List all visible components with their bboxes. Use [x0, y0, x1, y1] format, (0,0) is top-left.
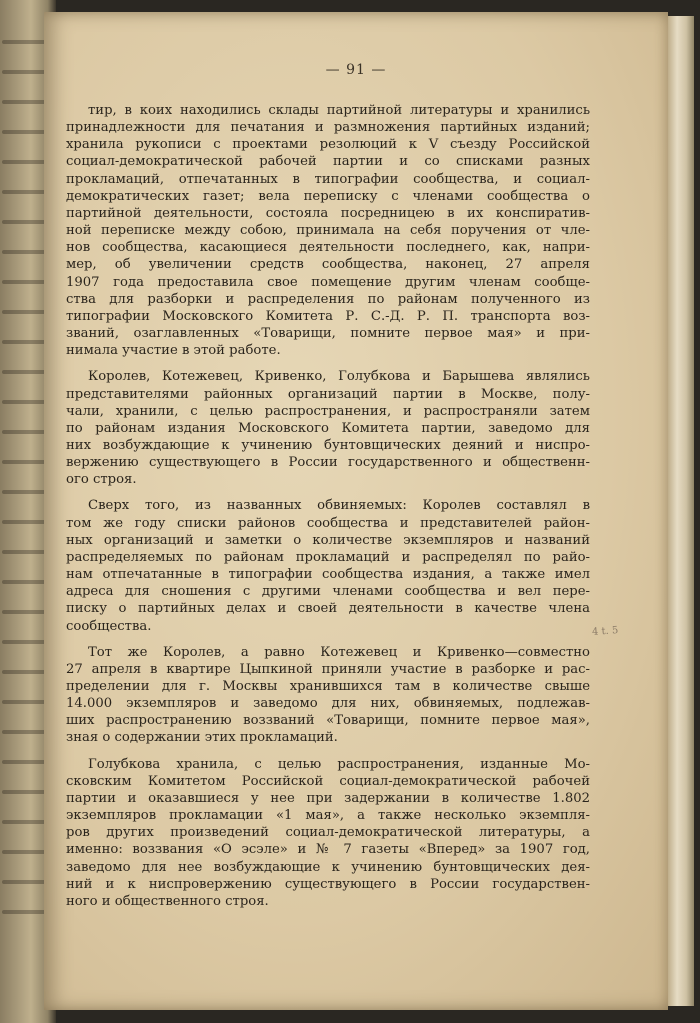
text-line: 1907 года предоставила свое помещение другим членам сообще- — [66, 274, 590, 290]
left-page-text-fragment — [2, 220, 46, 224]
page-stack-edge — [668, 16, 694, 1006]
left-page-text-fragment — [2, 700, 46, 704]
left-page-text-fragment — [2, 820, 46, 824]
left-page-text-fragment — [2, 340, 46, 344]
left-page-text-fragment — [2, 130, 46, 134]
left-page-text-fragment — [2, 460, 46, 464]
right-page — [44, 12, 668, 1010]
text-line: званий, озаглавленных «Товарищи, помните первое мая» и при- — [66, 326, 590, 342]
left-page-text-fragment — [2, 640, 46, 644]
text-line: прокламаций, отпечатанных в типографии сообщества, и социал- — [66, 171, 590, 187]
text-line: партии и оказавшиеся у нее при задержании в количестве 1.802 — [66, 790, 590, 806]
text-line: Сверх того, из названных обвиняемых: Королев составлял в — [88, 498, 590, 514]
page-body-text — [66, 102, 590, 919]
text-line: 14.000 экземпляров и заведомо для них, обвиняемых, подлежав- — [66, 696, 590, 712]
left-page-text-fragment — [2, 160, 46, 164]
text-line: ных организаций и заметки о количестве экземпляров и названий — [66, 532, 590, 548]
left-page-text-fragment — [2, 70, 46, 74]
left-page-text-fragment — [2, 580, 46, 584]
paragraph — [66, 644, 590, 747]
text-line: ров других произведений социал-демократической литературы, а — [66, 825, 590, 841]
text-line: зная о содержании этих прокламаций. — [66, 730, 338, 746]
left-page-text-fragment — [2, 520, 46, 524]
text-line: заведомо для нее возбуждающие к учинению бунтовщических дея- — [66, 859, 590, 875]
text-line: хранила рукописи с проектами резолюций к V съезду Российской — [66, 137, 590, 153]
paragraph — [66, 102, 590, 359]
text-line: принадлежности для печатания и размножения партийных изданий; — [66, 120, 590, 136]
left-page-text-fragment — [2, 610, 46, 614]
text-line: сообщества. — [66, 618, 152, 634]
left-page-text-fragment — [2, 760, 46, 764]
left-page-text-fragment — [2, 100, 46, 104]
paragraph — [66, 497, 590, 634]
left-page-text-fragment — [2, 400, 46, 404]
margin-pencil-note: 4 t. 5 — [591, 625, 619, 638]
text-line: представителями районных организаций партии в Москве, полу- — [66, 386, 590, 402]
left-page-text-fragment — [2, 670, 46, 674]
text-line: Королев, Котежевец, Кривенко, Голубкова и Барышева являлись — [88, 369, 590, 385]
left-page-text-fragment — [2, 190, 46, 194]
text-line: чали, хранили, с целью распространения, и распространяли затем — [66, 403, 590, 419]
page-number: — 91 — — [325, 62, 387, 78]
text-line: ного и общественного строя. — [66, 893, 269, 909]
text-line: Голубкова хранила, с целью распространения, изданные Мо- — [88, 756, 590, 772]
text-line: том же году списки районов сообщества и представителей район- — [66, 515, 590, 531]
text-line: адреса для сношения с другими членами сообщества и вел пере- — [66, 584, 590, 600]
text-line: распределяемых по районам прокламаций и распределял по райо- — [66, 549, 590, 565]
text-line: экземпляров прокламации «1 мая», а также несколько экземпля- — [66, 808, 590, 824]
text-line: именно: воззвания «О эсэле» и № 7 газеты «Вперед» за 1907 год, — [66, 842, 590, 858]
text-line: них возбуждающие к учинению бунтовщических деяний и ниспро- — [66, 437, 590, 453]
text-line: нимала участие в этой работе. — [66, 343, 281, 359]
left-page-text-fragment — [2, 280, 46, 284]
left-page-text-fragment — [2, 250, 46, 254]
text-line: ства для разборки и распределения по районам полученного из — [66, 291, 590, 307]
text-line: тир, в коих находились склады партийной литературы и хранились — [88, 103, 590, 118]
left-page-text-fragment — [2, 370, 46, 374]
text-line: вержению существующего в России государственного и общественн- — [66, 455, 590, 471]
left-page-text-fragment — [2, 850, 46, 854]
text-line: сковским Комитетом Российской социал-демократической рабочей — [66, 773, 590, 789]
text-line: мер, об увеличении средств сообщества, наконец, 27 апреля — [66, 257, 590, 273]
text-line: ний и к ниспровержению существующего в России государствен- — [66, 876, 590, 892]
paragraph — [66, 368, 590, 488]
text-line: социал-демократической рабочей партии и со списками разных — [66, 154, 590, 170]
left-page-text-fragment — [2, 790, 46, 794]
paragraph — [66, 756, 590, 910]
text-line: Тот же Королев, а равно Котежевец и Кривенко—совместно — [88, 644, 590, 660]
left-page-text-fragment — [2, 880, 46, 884]
text-line: нов сообщества, касающиеся деятельности последнего, как, напри- — [66, 240, 590, 256]
text-line: по районам издания Московского Комитета партии, заведомо для — [66, 420, 590, 436]
text-line: партийной деятельности, состояла посредницею в их конспиратив- — [66, 205, 590, 221]
left-page-text-fragment — [2, 490, 46, 494]
left-page-text-fragment — [2, 550, 46, 554]
left-page-text-fragment — [2, 310, 46, 314]
text-line: ших распространению воззваний «Товарищи, помните первое мая», — [66, 713, 590, 729]
text-line: писку о партийных делах и своей деятельности в качестве члена — [66, 601, 590, 617]
left-page-text-fragment — [2, 40, 46, 44]
text-line: нам отпечатанные в типографии сообщества издания, а также имел — [66, 567, 590, 583]
text-line: ной переписке между собою, принимала на себя поручения от чле- — [66, 223, 590, 239]
left-page-text-fragment — [2, 730, 46, 734]
text-line: демократических газет; вела переписку с членами сообщества о — [66, 188, 590, 204]
left-page-text-fragment — [2, 430, 46, 434]
text-line: 27 апреля в квартире Цыпкиной приняли участие в разборке и рас- — [66, 661, 590, 677]
text-line: ого строя. — [66, 472, 137, 488]
left-page-text-fragment — [2, 910, 46, 914]
text-line: пределении для г. Москвы хранившихся там в количестве свыше — [66, 679, 590, 694]
text-line: типографии Московского Комитета Р. С.-Д. Р. П. транспорта воз- — [66, 308, 590, 324]
